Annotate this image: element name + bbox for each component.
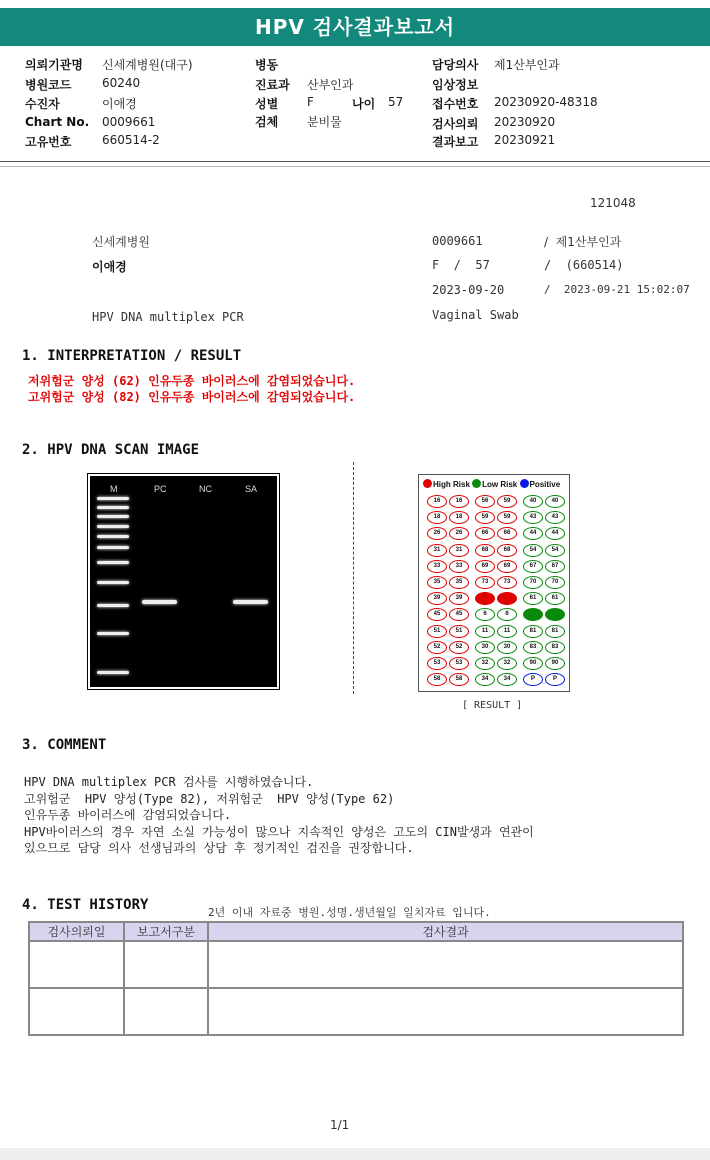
report-header bbox=[0, 50, 710, 162]
hpv-type-cell: 39 bbox=[449, 592, 469, 605]
hpv-type-cell: 83 bbox=[523, 641, 543, 654]
hpv-type-cell: 62 bbox=[545, 608, 565, 621]
ladder-band bbox=[97, 671, 129, 674]
hpv-type-cell: 51 bbox=[449, 625, 469, 638]
hpv-type-cell: 33 bbox=[427, 560, 447, 573]
value-doctor: 제1산부인과 bbox=[494, 58, 560, 72]
hpv-type-cell: 35 bbox=[427, 576, 447, 589]
test-name: HPV DNA multiplex PCR bbox=[92, 310, 244, 324]
hpv-type-cell: 56 bbox=[475, 495, 495, 508]
value-report-date: 20230921 bbox=[494, 133, 556, 147]
hpv-type-cell: P bbox=[545, 673, 565, 686]
low-risk-dot bbox=[472, 479, 481, 488]
value-age: 57 bbox=[388, 95, 404, 109]
page-number: 1/1 bbox=[330, 1118, 350, 1132]
hpv-type-cell: 11 bbox=[497, 625, 517, 638]
label-request-date: 검사의뢰 bbox=[432, 117, 479, 131]
ladder-band bbox=[97, 632, 129, 635]
serial-number: 121048 bbox=[590, 196, 636, 210]
hpv-type-cell: 26 bbox=[427, 527, 447, 540]
sample-band bbox=[233, 600, 268, 604]
interpretation-line: 고위험군 양성 (82) 인유두종 바이러스에 감염되었습니다. bbox=[28, 390, 356, 404]
hpv-type-cell: 18 bbox=[449, 511, 469, 524]
hpv-type-cell: 58 bbox=[427, 673, 447, 686]
comment-line: 고위험군 HPV 양성(Type 82), 저위험군 HPV 양성(Type 62) bbox=[24, 792, 395, 806]
pc-band bbox=[142, 600, 177, 604]
grid-legend bbox=[423, 479, 560, 489]
hpv-type-cell: 34 bbox=[497, 673, 517, 686]
hpv-type-cell: 26 bbox=[449, 527, 469, 540]
gel-lane-label: PC bbox=[154, 484, 167, 494]
legend-low-risk: Low Risk bbox=[482, 480, 518, 489]
hpv-type-cell: 67 bbox=[545, 560, 565, 573]
hpv-type-cell: 69 bbox=[475, 560, 495, 573]
section-interpretation-title: 1. INTERPRETATION / RESULT bbox=[22, 348, 242, 364]
info-report-time: / 2023-09-21 15:02:07 bbox=[544, 283, 690, 296]
hpv-type-cell: 90 bbox=[523, 657, 543, 670]
result-caption: [ RESULT ] bbox=[462, 700, 523, 711]
value-accession-no: 20230920-48318 bbox=[494, 95, 598, 109]
label-hospital-code: 병원코드 bbox=[25, 78, 72, 92]
hpv-type-cell: 11 bbox=[475, 625, 495, 638]
hpv-type-cell: 32 bbox=[475, 657, 495, 670]
hpv-type-cell: 61 bbox=[523, 592, 543, 605]
hpv-type-cell: 66 bbox=[497, 527, 517, 540]
hpv-type-cell: 70 bbox=[523, 576, 543, 589]
report-title: HPV 검사결과보고서 bbox=[0, 8, 710, 46]
hpv-type-cell: 34 bbox=[475, 673, 495, 686]
info-chart-no: 0009661 bbox=[432, 234, 483, 248]
comment-line: HPV DNA multiplex PCR 검사를 시행하였습니다. bbox=[24, 775, 314, 789]
value-department: 산부인과 bbox=[307, 78, 354, 92]
label-accession-no: 접수번호 bbox=[432, 97, 479, 111]
value-chart-no: 0009661 bbox=[102, 115, 156, 129]
gel-lane-label: M bbox=[110, 484, 118, 494]
history-col-report-type: 보고서구분 bbox=[124, 922, 208, 941]
info-specimen: Vaginal Swab bbox=[432, 308, 519, 322]
table-row bbox=[29, 941, 683, 988]
label-clinical-info: 임상정보 bbox=[432, 78, 479, 92]
hpv-type-cell: 53 bbox=[427, 657, 447, 670]
hpv-type-cell: 61 bbox=[545, 592, 565, 605]
section-comment-title: 3. COMMENT bbox=[22, 737, 107, 753]
table-cell bbox=[124, 941, 208, 988]
comment-line: 인유두종 바이러스에 감염되었습니다. bbox=[24, 808, 232, 822]
label-age: 나이 bbox=[352, 97, 376, 111]
gel-lane-label: SA bbox=[245, 484, 258, 494]
interpretation-line: 저위험군 양성 (62) 인유두종 바이러스에 감염되었습니다. bbox=[28, 374, 356, 388]
table-cell bbox=[29, 941, 124, 988]
ladder-band bbox=[97, 604, 129, 607]
ladder-band bbox=[97, 535, 129, 538]
legend-positive: Positive bbox=[529, 480, 561, 489]
hpv-type-cell: 16 bbox=[449, 495, 469, 508]
value-hospital-code: 60240 bbox=[102, 76, 141, 90]
hpv-type-cell: 44 bbox=[523, 527, 543, 540]
info-date-collected: 2023-09-20 bbox=[432, 283, 505, 297]
ladder-band bbox=[97, 506, 129, 509]
table-cell bbox=[124, 988, 208, 1035]
hpv-type-cell: 53 bbox=[449, 657, 469, 670]
hpv-type-cell: 58 bbox=[449, 673, 469, 686]
value-request-date: 20230920 bbox=[494, 115, 556, 129]
hpv-type-cell: 82 bbox=[497, 592, 517, 605]
hpv-type-cell: 31 bbox=[427, 544, 447, 557]
hpv-type-cell: 52 bbox=[427, 641, 447, 654]
hpv-type-cell: 73 bbox=[497, 576, 517, 589]
label-sex: 성별 bbox=[255, 97, 279, 111]
hpv-type-cell: 82 bbox=[475, 592, 495, 605]
hpv-type-cell: 33 bbox=[449, 560, 469, 573]
label-patient: 수진자 bbox=[25, 97, 60, 111]
hpv-type-cell: 83 bbox=[545, 641, 565, 654]
hpv-type-cell: 30 bbox=[497, 641, 517, 654]
hpv-type-cell: 39 bbox=[427, 592, 447, 605]
patient-name: 이애경 bbox=[92, 260, 127, 274]
hpv-type-cell: 30 bbox=[475, 641, 495, 654]
value-institution: 신세계병원(대구) bbox=[102, 58, 193, 72]
hpv-type-cell: 16 bbox=[427, 495, 447, 508]
hpv-type-cell: 35 bbox=[449, 576, 469, 589]
comment-line: HPV바이러스의 경우 자연 소실 가능성이 많으나 지속적인 양성은 고도의 CIN발생과 연관이 bbox=[24, 825, 534, 839]
info-birth: / (660514) bbox=[544, 258, 624, 272]
table-cell bbox=[29, 988, 124, 1035]
hpv-type-cell: 69 bbox=[497, 560, 517, 573]
value-specimen: 분비물 bbox=[307, 115, 342, 129]
ladder-band bbox=[97, 525, 129, 528]
hpv-type-cell: 66 bbox=[475, 527, 495, 540]
history-col-result: 검사결과 bbox=[208, 922, 683, 941]
ladder-band bbox=[97, 515, 129, 518]
hpv-type-cell: 68 bbox=[475, 544, 495, 557]
label-chart-no: Chart No. bbox=[25, 115, 90, 129]
hospital-name: 신세계병원 bbox=[92, 235, 150, 249]
hpv-type-cell: 40 bbox=[545, 495, 565, 508]
section-scan-title: 2. HPV DNA SCAN IMAGE bbox=[22, 442, 200, 458]
history-table bbox=[28, 921, 684, 1036]
hpv-type-cell: 70 bbox=[545, 576, 565, 589]
label-unique-no: 고유번호 bbox=[25, 135, 72, 149]
hpv-type-cell: 40 bbox=[523, 495, 543, 508]
hpv-type-cell: 43 bbox=[523, 511, 543, 524]
value-unique-no: 660514-2 bbox=[102, 133, 160, 147]
ladder-band bbox=[97, 561, 129, 564]
ladder-band bbox=[97, 581, 129, 584]
hpv-type-cell: 90 bbox=[545, 657, 565, 670]
hpv-type-cell: 54 bbox=[545, 544, 565, 557]
value-patient: 이애경 bbox=[102, 97, 137, 111]
legend-high-risk: High Risk bbox=[433, 480, 470, 489]
hpv-type-cell: 32 bbox=[497, 657, 517, 670]
label-report-date: 결과보고 bbox=[432, 135, 479, 149]
hpv-type-cell: 68 bbox=[497, 544, 517, 557]
divider bbox=[0, 166, 710, 167]
hpv-type-cell: 6 bbox=[475, 608, 495, 621]
ladder-band bbox=[97, 546, 129, 549]
label-doctor: 담당의사 bbox=[432, 58, 479, 72]
hpv-type-cell: 54 bbox=[523, 544, 543, 557]
hpv-type-cell: 81 bbox=[545, 625, 565, 638]
hpv-type-cell: P bbox=[523, 673, 543, 686]
hpv-type-cell: 59 bbox=[475, 511, 495, 524]
hpv-type-cell: 67 bbox=[523, 560, 543, 573]
table-cell bbox=[208, 941, 683, 988]
hpv-type-cell: 73 bbox=[475, 576, 495, 589]
gel-image bbox=[88, 474, 279, 689]
comment-line: 있으므로 담당 의사 선생님과의 상담 후 정기적인 검진을 권장합니다. bbox=[24, 841, 414, 855]
high-risk-dot bbox=[423, 479, 432, 488]
label-ward: 병동 bbox=[255, 58, 279, 72]
value-sex: F bbox=[307, 95, 314, 109]
hpv-type-cell: 52 bbox=[449, 641, 469, 654]
history-col-request-date: 검사의뢰일 bbox=[29, 922, 124, 941]
hpv-type-cell: 31 bbox=[449, 544, 469, 557]
label-department: 진료과 bbox=[255, 78, 290, 92]
label-institution: 의뢰기관명 bbox=[25, 58, 83, 72]
divider-dashed bbox=[353, 462, 354, 694]
hpv-type-cell: 62 bbox=[523, 608, 543, 621]
table-row bbox=[29, 988, 683, 1035]
page-footer bbox=[0, 1148, 710, 1160]
hpv-type-cell: 51 bbox=[427, 625, 447, 638]
gel-lane-label: NC bbox=[199, 484, 212, 494]
positive-dot bbox=[520, 479, 529, 488]
hpv-type-cell: 43 bbox=[545, 511, 565, 524]
ladder-band bbox=[97, 497, 129, 500]
hpv-type-cell: 81 bbox=[523, 625, 543, 638]
info-department: / 제1산부인과 bbox=[544, 235, 622, 249]
label-specimen: 검체 bbox=[255, 115, 279, 129]
hpv-type-cell: 45 bbox=[427, 608, 447, 621]
hpv-result-grid bbox=[418, 474, 570, 692]
hpv-type-cell: 45 bbox=[449, 608, 469, 621]
section-history-title: 4. TEST HISTORY bbox=[22, 897, 149, 913]
hpv-type-cell: 59 bbox=[497, 511, 517, 524]
hpv-type-cell: 18 bbox=[427, 511, 447, 524]
history-note: 2년 이내 자료중 병원.성명.생년월일 일치자료 입니다. bbox=[208, 906, 491, 919]
info-sex-age: F / 57 bbox=[432, 258, 490, 272]
hpv-type-cell: 44 bbox=[545, 527, 565, 540]
hpv-type-cell: 6 bbox=[497, 608, 517, 621]
table-cell bbox=[208, 988, 683, 1035]
hpv-type-cell: 59 bbox=[497, 495, 517, 508]
